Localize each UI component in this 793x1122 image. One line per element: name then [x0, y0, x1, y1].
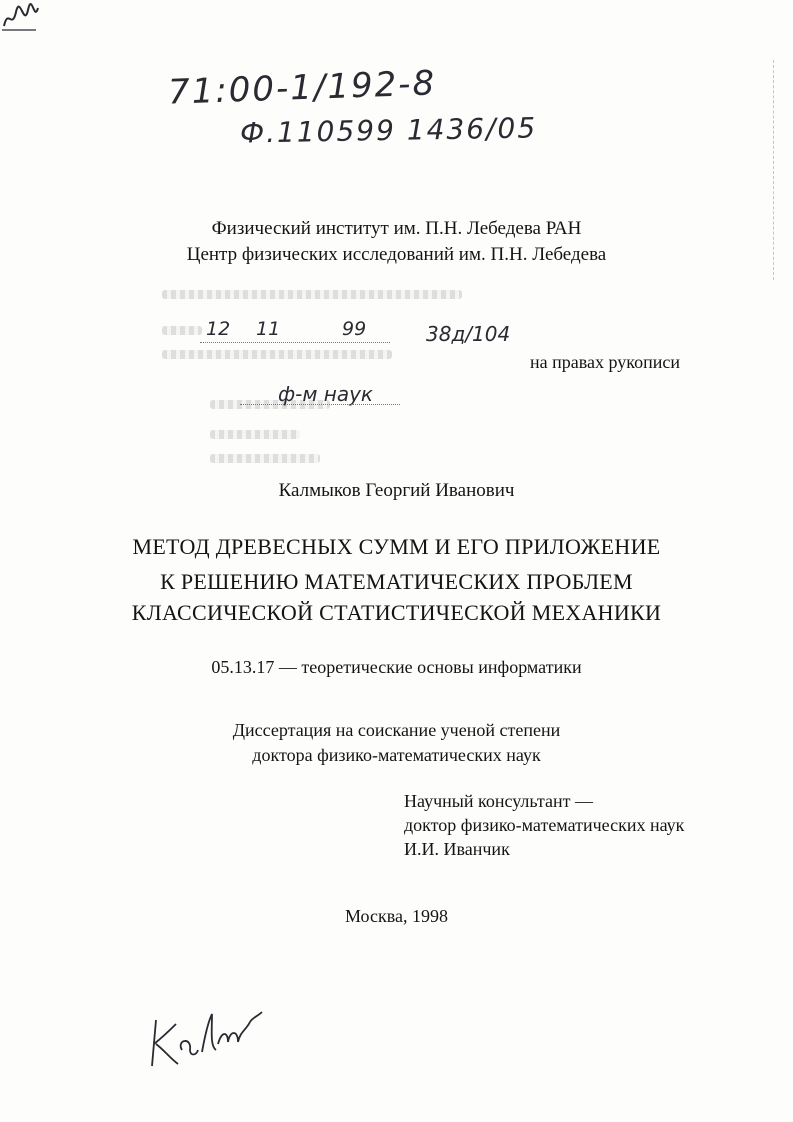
stamp-row	[210, 430, 300, 439]
stamp-date-year: 99	[342, 318, 367, 340]
stamp-row	[162, 350, 392, 359]
title-line: К РЕШЕНИЮ МАТЕМАТИЧЕСКИХ ПРОБЛЕМ	[160, 569, 633, 594]
handwritten-signature	[146, 1000, 266, 1072]
research-center-name: Центр физических исследований им. П.Н. Лебедева	[186, 244, 607, 265]
stamp-date-day: 12	[206, 318, 231, 340]
advisor-degree: доктор физико-математических наук	[404, 815, 685, 835]
stamp-row	[162, 290, 462, 299]
institute-name: Физический институт им. П.Н. Лебедева РАН	[211, 218, 582, 239]
author-name: Калмыков Георгий Иванович	[278, 480, 515, 501]
stamp-underline	[240, 404, 400, 405]
stamp-row	[162, 326, 202, 335]
stamp-signature-scribble	[0, 0, 40, 34]
title-line: МЕТОД ДРЕВЕСНЫХ СУММ И ЕГО ПРИЛОЖЕНИЕ	[132, 534, 661, 559]
title-line: КЛАССИЧЕСКОЙ СТАТИСТИЧЕСКОЙ МЕХАНИКИ	[131, 600, 662, 625]
stamp-degree: ф-м наук	[278, 382, 374, 406]
handwritten-archive-code: 71:00-1/192-8	[167, 63, 437, 113]
stamp-underline	[200, 342, 390, 343]
stamp-date-month: 11	[256, 318, 281, 340]
dissertation-purpose: Диссертация на соискание ученой степени	[232, 720, 561, 740]
stamp-row	[210, 454, 320, 463]
dissertation-degree: доктора физико-математических наук	[252, 745, 541, 765]
specialty-code: 05.13.17 — теоретические основы информатики	[211, 657, 582, 677]
stamp-protocol-number: 38д/104	[426, 322, 511, 346]
handwritten-inventory-number: Ф.110599 1436/05	[239, 111, 538, 150]
manuscript-note: на правах рукописи	[530, 352, 680, 372]
advisor-role: Научный консультант —	[404, 791, 593, 811]
advisor-name: И.И. Иванчик	[404, 839, 510, 859]
city-and-year: Москва, 1998	[345, 906, 448, 926]
